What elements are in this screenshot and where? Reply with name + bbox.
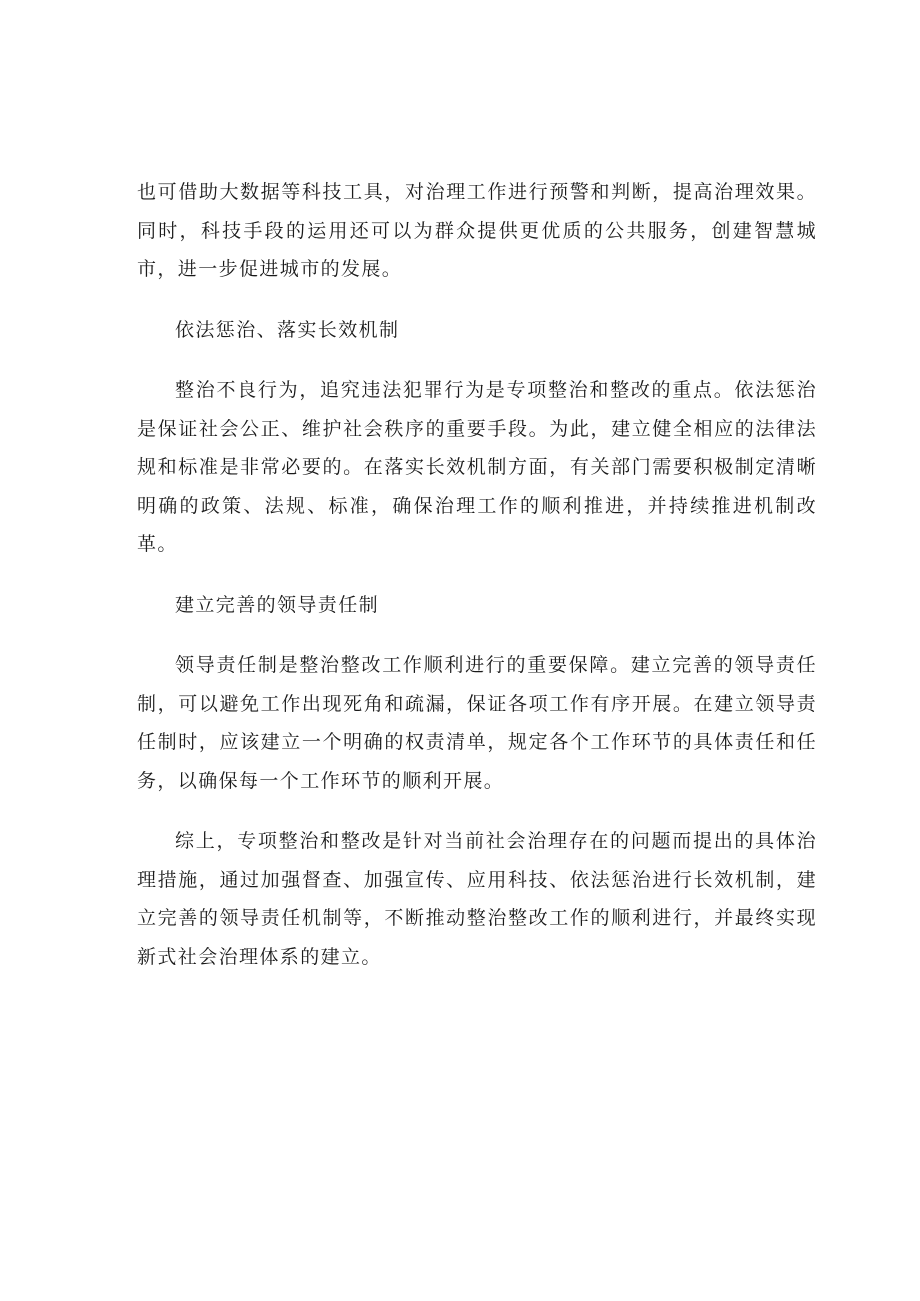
paragraph-lawful-punishment: 整治不良行为，追究违法犯罪行为是专项整治和整改的重点。依法惩治是保证社会公正、维护社会秩序的重要手段。为此，建立健全相应的法律法规和标准是非常必要的。在落实长效机制方面，有关部门需要积极制定清晰明确的政策、法规、标准，确保治理工作的顺利推进，并持续推进机制改革。 (137, 379, 817, 555)
paragraph-conclusion: 综上，专项整治和整改是针对当前社会治理存在的问题而提出的具体治理措施，通过加强督查、加强宣传、应用科技、依法惩治进行长效机制，建立完善的领导责任机制等，不断推动整治整改工作的顺利进行，并最终实现新式社会治理体系的建立。 (137, 830, 817, 968)
section-heading-lawful-punishment: 依法惩治、落实长效机制 (175, 318, 400, 341)
document-body (137, 173, 817, 976)
paragraph-technology-tools: 也可借助大数据等科技工具，对治理工作进行预警和判断，提高治理效果。同时，科技手段的运用还可以为群众提供更优质的公共服务，创建智慧城市，进一步促进城市的发展。 (137, 181, 817, 280)
paragraph-leadership-responsibility: 领导责任制是整治整改工作顺利进行的重要保障。建立完善的领导责任制，可以避免工作出现死角和疏漏，保证各项工作有序开展。在建立领导责任制时，应该建立一个明确的权责清单，规定各个工作环节的具体责任和任务，以确保每一个工作环节的顺利开展。 (137, 654, 817, 792)
section-heading-leadership-responsibility: 建立完善的领导责任制 (175, 593, 380, 616)
